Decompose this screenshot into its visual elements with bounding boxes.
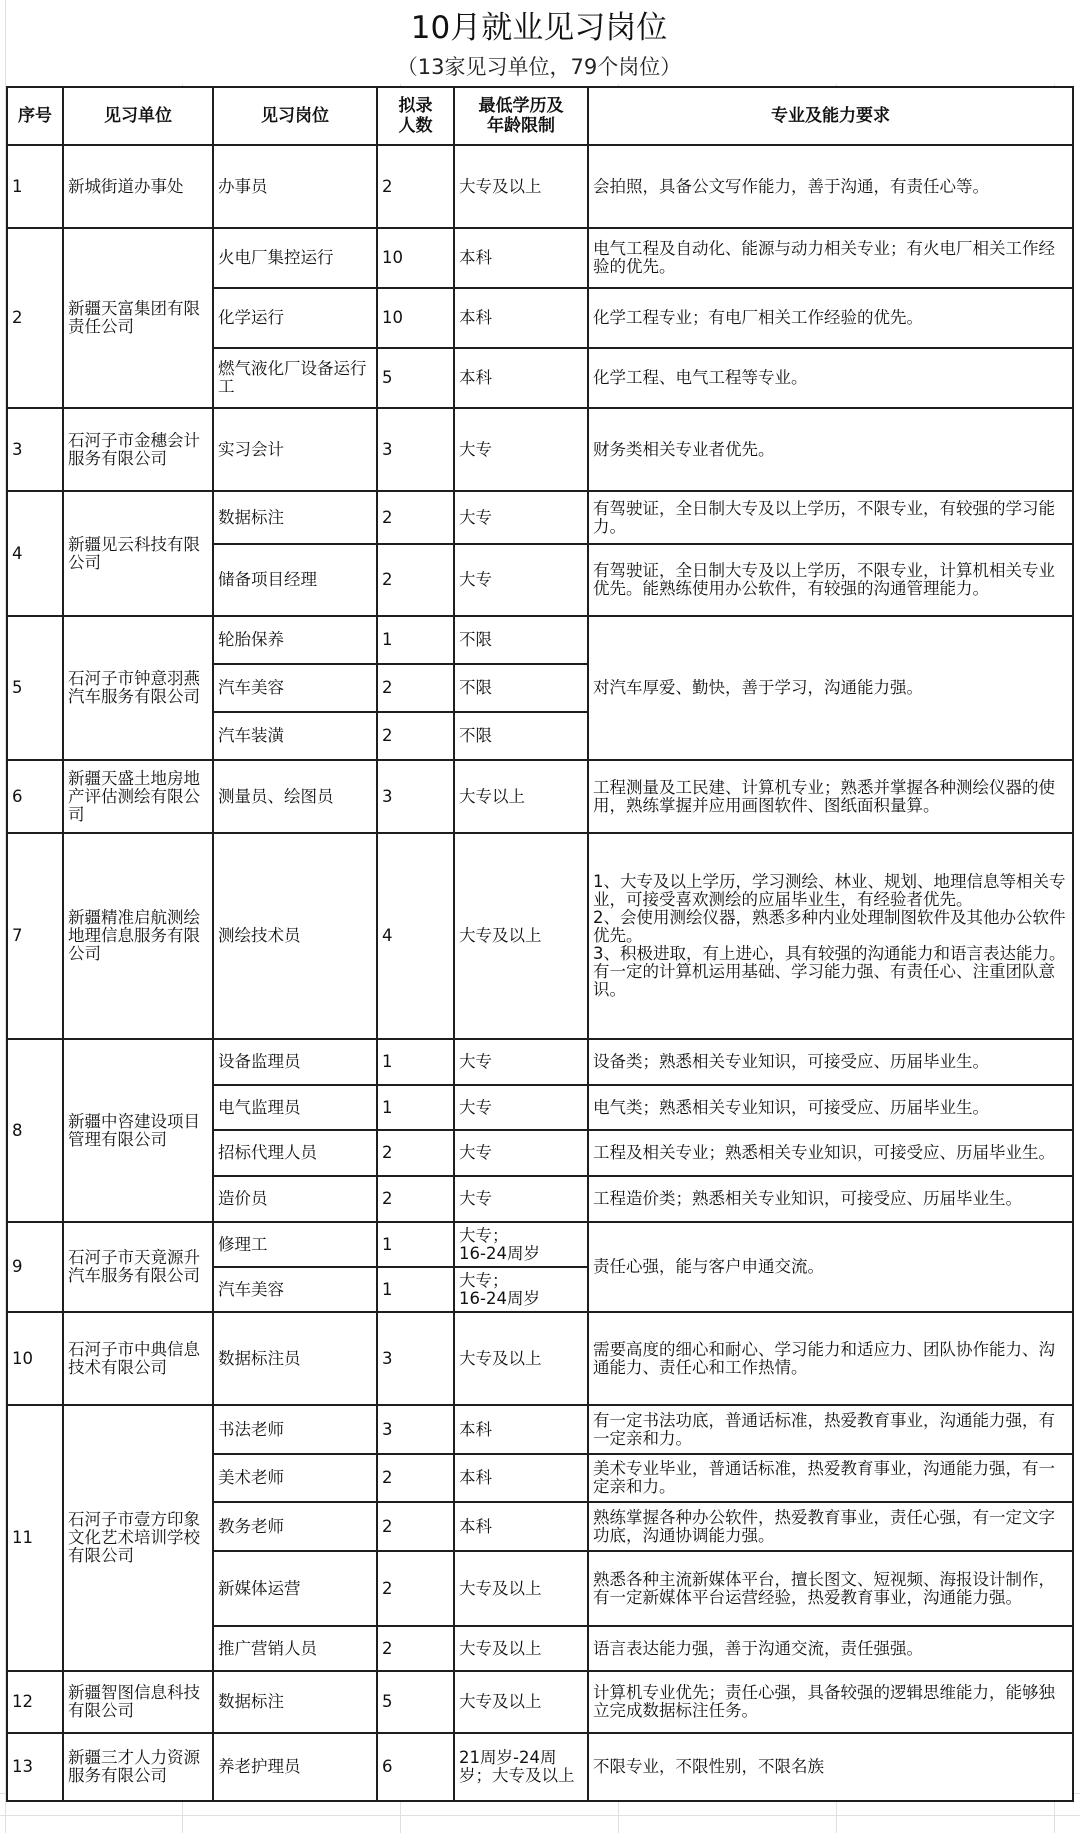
post-count: 2 <box>377 1502 454 1551</box>
post-name: 养老护理员 <box>213 1733 377 1801</box>
post-name: 轮胎保养 <box>213 616 377 664</box>
page-title: 10月就业见习岗位 <box>6 0 1072 48</box>
post-education: 大专及以上 <box>454 1312 588 1405</box>
post-count: 2 <box>377 544 454 616</box>
table-header-row <box>7 87 1073 145</box>
unit-name: 新疆天富集团有限责任公司 <box>63 228 213 408</box>
post-requirements: 有一定书法功底，普通话标准，热爱教育事业，沟通能力强，有一定亲和力。 <box>588 1405 1073 1454</box>
post-name: 火电厂集控运行 <box>213 228 377 288</box>
row-number: 8 <box>7 1039 63 1222</box>
row-number: 4 <box>7 491 63 616</box>
post-name: 汽车美容 <box>213 664 377 712</box>
post-requirements: 化学工程、电气工程等专业。 <box>588 348 1073 408</box>
unit-name: 新疆见云科技有限公司 <box>63 491 213 616</box>
post-count: 2 <box>377 664 454 712</box>
row-number: 11 <box>7 1405 63 1671</box>
post-education: 大专 <box>454 1085 588 1130</box>
unit-name: 新疆天盛土地房地产评估测绘有限公司 <box>63 760 213 833</box>
post-count: 1 <box>377 616 454 664</box>
post-requirements: 熟悉各种主流新媒体平台，擅长图文、短视频、海报设计制作，有一定新媒体平台运营经验，热爱教育事业，沟通能力强。 <box>588 1551 1073 1626</box>
table-row <box>7 1039 1073 1085</box>
post-count: 1 <box>377 1222 454 1267</box>
post-requirements: 熟练掌握各种办公软件，热爱教育事业，责任心强，有一定文字功底，沟通协调能力强。 <box>588 1502 1073 1551</box>
post-name: 测量员、绘图员 <box>213 760 377 833</box>
post-count: 2 <box>377 1176 454 1222</box>
table-row <box>7 760 1073 833</box>
post-name: 储备项目经理 <box>213 544 377 616</box>
unit-name: 新疆精准启航测绘地理信息服务有限公司 <box>63 833 213 1039</box>
table-row <box>7 408 1073 491</box>
post-education: 本科 <box>454 1454 588 1502</box>
unit-name: 新城街道办事处 <box>63 145 213 228</box>
post-education: 大专 <box>454 544 588 616</box>
post-name: 造价员 <box>213 1176 377 1222</box>
post-education: 大专 <box>454 491 588 544</box>
table-row <box>7 1222 1073 1267</box>
post-requirements: 工程测量及工民建、计算机专业；熟悉并掌握各种测绘仪器的使用，熟练掌握并应用画图软件、图纸面积量算。 <box>588 760 1073 833</box>
post-requirements: 有驾驶证，全日制大专及以上学历，不限专业，计算机相关专业优先。能熟练使用办公软件，有较强的沟通管理能力。 <box>588 544 1073 616</box>
post-education: 本科 <box>454 288 588 348</box>
post-education: 大专 <box>454 1130 588 1176</box>
table-row <box>7 145 1073 228</box>
post-education: 大专； 16-24周岁 <box>454 1267 588 1312</box>
unit-name: 石河子市天竟源升汽车服务有限公司 <box>63 1222 213 1312</box>
post-requirements: 1、大专及以上学历，学习测绘、林业、规划、地理信息等相关专业，可接受喜欢测绘的应届毕业生，有经验者优先。 2、会使用测绘仪器，熟悉多种内业处理制图软件及其他办公软件优先。 3、积极进取，有上进心，具有较强的沟通能力和语言表达能力。 有一定的计算机运用基础、学习能力强、有责任心、注重团队意识。 <box>588 833 1073 1039</box>
post-name: 汽车装潢 <box>213 712 377 760</box>
post-education: 大专 <box>454 1039 588 1085</box>
post-count: 3 <box>377 760 454 833</box>
unit-name: 新疆中咨建设项目管理有限公司 <box>63 1039 213 1222</box>
post-education: 本科 <box>454 348 588 408</box>
post-name: 燃气液化厂设备运行工 <box>213 348 377 408</box>
post-count: 2 <box>377 1626 454 1671</box>
post-count: 1 <box>377 1267 454 1312</box>
table-row <box>7 1312 1073 1405</box>
post-name: 招标代理人员 <box>213 1130 377 1176</box>
post-name: 电气监理员 <box>213 1085 377 1130</box>
post-education: 本科 <box>454 228 588 288</box>
post-name: 书法老师 <box>213 1405 377 1454</box>
post-education: 大专及以上 <box>454 1626 588 1671</box>
unit-name: 新疆智图信息科技有限公司 <box>63 1671 213 1733</box>
post-count: 3 <box>377 1405 454 1454</box>
post-count: 6 <box>377 1733 454 1801</box>
post-name: 数据标注员 <box>213 1312 377 1405</box>
row-number: 13 <box>7 1733 63 1801</box>
post-education: 21周岁-24周岁；大专及以上 <box>454 1733 588 1801</box>
post-name: 测绘技术员 <box>213 833 377 1039</box>
post-count: 1 <box>377 1085 454 1130</box>
post-name: 新媒体运营 <box>213 1551 377 1626</box>
post-count: 1 <box>377 1039 454 1085</box>
post-requirements: 语言表达能力强，善于沟通交流，责任强强。 <box>588 1626 1073 1671</box>
table-row <box>7 1405 1073 1454</box>
header-post: 见习岗位 <box>213 87 377 145</box>
table-row <box>7 228 1073 288</box>
unit-name: 新疆三才人力资源服务有限公司 <box>63 1733 213 1801</box>
post-education: 大专； 16-24周岁 <box>454 1222 588 1267</box>
post-education: 本科 <box>454 1405 588 1454</box>
post-count: 4 <box>377 833 454 1039</box>
post-requirements: 设备类；熟悉相关专业知识，可接受应、历届毕业生。 <box>588 1039 1073 1085</box>
post-name: 汽车美容 <box>213 1267 377 1312</box>
post-count: 10 <box>377 288 454 348</box>
post-requirements: 会拍照，具备公文写作能力，善于沟通，有责任心等。 <box>588 145 1073 228</box>
row-number: 1 <box>7 145 63 228</box>
row-number: 3 <box>7 408 63 491</box>
table-row <box>7 1671 1073 1733</box>
post-requirements: 化学工程专业；有电厂相关工作经验的优先。 <box>588 288 1073 348</box>
row-number: 5 <box>7 616 63 760</box>
table-row <box>7 491 1073 544</box>
unit-name: 石河子市金穗会计服务有限公司 <box>63 408 213 491</box>
post-requirements: 电气工程及自动化、能源与动力相关专业；有火电厂相关工作经验的优先。 <box>588 228 1073 288</box>
post-name: 化学运行 <box>213 288 377 348</box>
post-name: 数据标注 <box>213 1671 377 1733</box>
post-count: 2 <box>377 712 454 760</box>
post-count: 2 <box>377 1551 454 1626</box>
unit-name: 石河子市钟意羽燕汽车服务有限公司 <box>63 616 213 760</box>
post-name: 实习会计 <box>213 408 377 491</box>
post-requirements: 工程及相关专业；熟悉相关专业知识，可接受应、历届毕业生。 <box>588 1130 1073 1176</box>
table-row <box>7 1733 1073 1801</box>
post-education: 大专 <box>454 408 588 491</box>
row-number: 2 <box>7 228 63 408</box>
unit-name: 石河子市壹方印象文化艺术培训学校有限公司 <box>63 1405 213 1671</box>
post-requirements: 计算机专业优先；责任心强，具备较强的逻辑思维能力，能够独立完成数据标注任务。 <box>588 1671 1073 1733</box>
post-count: 2 <box>377 1130 454 1176</box>
post-education: 大专 <box>454 1176 588 1222</box>
post-count: 2 <box>377 145 454 228</box>
post-count: 2 <box>377 1454 454 1502</box>
post-requirements: 电气类；熟悉相关专业知识，可接受应、历届毕业生。 <box>588 1085 1073 1130</box>
post-name: 教务老师 <box>213 1502 377 1551</box>
post-name: 修理工 <box>213 1222 377 1267</box>
unit-name: 石河子市中典信息技术有限公司 <box>63 1312 213 1405</box>
header-requirements: 专业及能力要求 <box>588 87 1073 145</box>
post-education: 不限 <box>454 664 588 712</box>
post-requirements: 工程造价类；熟悉相关专业知识，可接受应、历届毕业生。 <box>588 1176 1073 1222</box>
post-name: 设备监理员 <box>213 1039 377 1085</box>
post-education: 大专及以上 <box>454 1671 588 1733</box>
post-count: 5 <box>377 1671 454 1733</box>
post-count: 5 <box>377 348 454 408</box>
post-education: 大专及以上 <box>454 1551 588 1626</box>
post-requirements: 有驾驶证，全日制大专及以上学历，不限专业，有较强的学习能力。 <box>588 491 1073 544</box>
header-edu: 最低学历及 年龄限制 <box>454 87 588 145</box>
post-education: 大专及以上 <box>454 833 588 1039</box>
post-requirements: 责任心强，能与客户申通交流。 <box>588 1222 1073 1312</box>
post-education: 不限 <box>454 616 588 664</box>
table-row <box>7 833 1073 1039</box>
table-row <box>7 616 1073 664</box>
header-unit: 见习单位 <box>63 87 213 145</box>
row-number: 6 <box>7 760 63 833</box>
post-education: 不限 <box>454 712 588 760</box>
header-count: 拟录 人数 <box>377 87 454 145</box>
row-number: 7 <box>7 833 63 1039</box>
post-requirements: 不限专业，不限性别，不限名族 <box>588 1733 1073 1801</box>
post-count: 3 <box>377 408 454 491</box>
row-number: 10 <box>7 1312 63 1405</box>
post-education: 大专及以上 <box>454 145 588 228</box>
header-no: 序号 <box>7 87 63 145</box>
post-requirements: 财务类相关专业者优先。 <box>588 408 1073 491</box>
post-name: 美术老师 <box>213 1454 377 1502</box>
post-requirements: 需要高度的细心和耐心、学习能力和适应力、团队协作能力、沟通能力、责任心和工作热情。 <box>588 1312 1073 1405</box>
post-requirements: 对汽车厚爱、勤快，善于学习，沟通能力强。 <box>588 616 1073 760</box>
post-count: 3 <box>377 1312 454 1405</box>
gridline <box>0 1815 1080 1816</box>
post-name: 办事员 <box>213 145 377 228</box>
page-subtitle: （13家见习单位，79个岗位） <box>6 48 1072 84</box>
internship-table <box>6 86 1074 1802</box>
post-count: 10 <box>377 228 454 288</box>
post-count: 2 <box>377 491 454 544</box>
post-name: 推广营销人员 <box>213 1626 377 1671</box>
post-education: 本科 <box>454 1502 588 1551</box>
post-requirements: 美术专业毕业，普通话标准，热爱教育事业，沟通能力强，有一定亲和力。 <box>588 1454 1073 1502</box>
post-education: 大专以上 <box>454 760 588 833</box>
post-name: 数据标注 <box>213 491 377 544</box>
row-number: 9 <box>7 1222 63 1312</box>
row-number: 12 <box>7 1671 63 1733</box>
